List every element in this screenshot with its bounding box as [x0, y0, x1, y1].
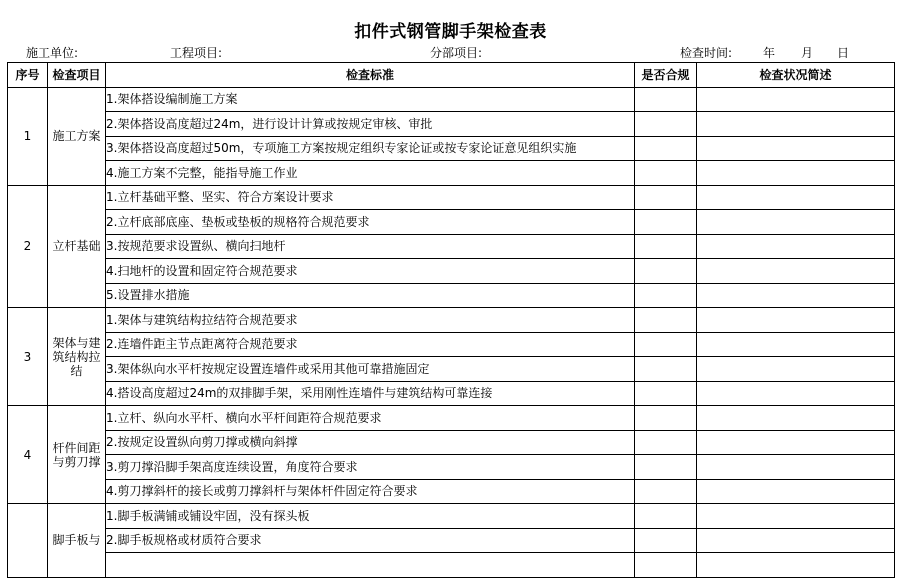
- header-status: 检查状况简述: [697, 63, 895, 88]
- day-label: 日: [837, 46, 850, 60]
- standard-cell: 2.立杆底部底座、垫板或垫板的规格符合规范要求: [106, 210, 635, 235]
- status-cell[interactable]: [697, 479, 895, 504]
- status-cell[interactable]: [697, 455, 895, 480]
- check-item: 立杆基础: [48, 185, 106, 308]
- header-item: 检查项目: [48, 63, 106, 88]
- status-cell[interactable]: [697, 430, 895, 455]
- table-row: [8, 528, 895, 553]
- header-standard: 检查标准: [106, 63, 635, 88]
- table-row: [8, 283, 895, 308]
- compliance-cell[interactable]: [635, 332, 697, 357]
- status-cell[interactable]: [697, 283, 895, 308]
- inspection-table: [7, 62, 895, 578]
- check-item: 杆件间距与剪刀撑: [48, 406, 106, 504]
- compliance-cell[interactable]: [635, 283, 697, 308]
- standard-cell: 2.架体搭设高度超过24m，进行设计计算或按规定审核、审批: [106, 112, 635, 137]
- standard-cell: 1.架体与建筑结构拉结符合规范要求: [106, 308, 635, 333]
- table-row: [8, 136, 895, 161]
- year-label: 年: [763, 46, 776, 60]
- construction-unit-label: 施工单位:: [26, 46, 79, 60]
- standard-cell: 5.设置排水措施: [106, 283, 635, 308]
- check-item: 架体与建筑结构拉结: [48, 308, 106, 406]
- compliance-cell[interactable]: [635, 430, 697, 455]
- table-body: [8, 87, 895, 577]
- table-row: [8, 455, 895, 480]
- compliance-cell[interactable]: [635, 357, 697, 382]
- table-row: [8, 406, 895, 431]
- standard-cell: 3.按规范要求设置纵、横向扫地杆: [106, 234, 635, 259]
- table-row: [8, 308, 895, 333]
- standard-cell: 3.架体搭设高度超过50m，专项施工方案按规定组织专家论证或按专家论证意见组织实施: [106, 136, 635, 161]
- status-cell[interactable]: [697, 553, 895, 578]
- check-date-label: 检查时间:: [680, 46, 733, 60]
- table-row: [8, 332, 895, 357]
- compliance-cell[interactable]: [635, 553, 697, 578]
- table-row: [8, 259, 895, 284]
- table-row: [8, 430, 895, 455]
- row-number: 3: [8, 308, 48, 406]
- row-number: 1: [8, 87, 48, 185]
- check-item: 施工方案: [48, 87, 106, 185]
- standard-cell: 4.搭设高度超过24m的双排脚手架，采用刚性连墙件与建筑结构可靠连接: [106, 381, 635, 406]
- header-compliance: 是否合规: [635, 63, 697, 88]
- status-cell[interactable]: [697, 406, 895, 431]
- status-cell[interactable]: [697, 112, 895, 137]
- table-row: [8, 161, 895, 186]
- standard-cell: 3.架体纵向水平杆按规定设置连墙件或采用其他可靠措施固定: [106, 357, 635, 382]
- standard-cell: 1.立杆基础平整、坚实、符合方案设计要求: [106, 185, 635, 210]
- table-row: [8, 210, 895, 235]
- compliance-cell[interactable]: [635, 455, 697, 480]
- table-row: [8, 357, 895, 382]
- table-row: [8, 381, 895, 406]
- standard-cell: 1.架体搭设编制施工方案: [106, 87, 635, 112]
- standard-cell: 4.扫地杆的设置和固定符合规范要求: [106, 259, 635, 284]
- table-row: [8, 553, 895, 578]
- row-number: 4: [8, 406, 48, 504]
- status-cell[interactable]: [697, 161, 895, 186]
- page-title: 扣件式钢管脚手架检查表: [354, 22, 547, 42]
- status-cell[interactable]: [697, 259, 895, 284]
- status-cell[interactable]: [697, 185, 895, 210]
- table-header-row: [8, 63, 895, 88]
- table-row: [8, 504, 895, 529]
- standard-cell: 4.施工方案不完整，能指导施工作业: [106, 161, 635, 186]
- compliance-cell[interactable]: [635, 308, 697, 333]
- compliance-cell[interactable]: [635, 381, 697, 406]
- table-row: [8, 185, 895, 210]
- standard-cell: 1.脚手板满铺或铺设牢固，没有探头板: [106, 504, 635, 529]
- subproject-label: 分部项目:: [430, 46, 483, 60]
- status-cell[interactable]: [697, 332, 895, 357]
- status-cell[interactable]: [697, 210, 895, 235]
- status-cell[interactable]: [697, 234, 895, 259]
- table-row: [8, 479, 895, 504]
- month-label: 月: [801, 46, 814, 60]
- status-cell[interactable]: [697, 136, 895, 161]
- compliance-cell[interactable]: [635, 210, 697, 235]
- status-cell[interactable]: [697, 357, 895, 382]
- standard-cell: 2.连墙件距主节点距离符合规范要求: [106, 332, 635, 357]
- standard-cell: 2.按规定设置纵向剪刀撑或横向斜撑: [106, 430, 635, 455]
- standard-cell: 1.立杆、纵向水平杆、横向水平杆间距符合规范要求: [106, 406, 635, 431]
- table-row: [8, 112, 895, 137]
- row-number: 2: [8, 185, 48, 308]
- table-row: [8, 87, 895, 112]
- status-cell[interactable]: [697, 381, 895, 406]
- compliance-cell[interactable]: [635, 504, 697, 529]
- compliance-cell[interactable]: [635, 112, 697, 137]
- standard-cell: 2.脚手板规格或材质符合要求: [106, 528, 635, 553]
- status-cell[interactable]: [697, 308, 895, 333]
- compliance-cell[interactable]: [635, 234, 697, 259]
- check-item: 脚手板与: [48, 504, 106, 578]
- standard-cell: 4.剪刀撑斜杆的接长或剪刀撑斜杆与架体杆件固定符合要求: [106, 479, 635, 504]
- header-no: 序号: [8, 63, 48, 88]
- standard-cell: [106, 553, 635, 578]
- project-label: 工程项目:: [170, 46, 223, 60]
- compliance-cell[interactable]: [635, 87, 697, 112]
- status-cell[interactable]: [697, 87, 895, 112]
- standard-cell: 3.剪刀撑沿脚手架高度连续设置，角度符合要求: [106, 455, 635, 480]
- compliance-cell[interactable]: [635, 161, 697, 186]
- status-cell[interactable]: [697, 504, 895, 529]
- compliance-cell[interactable]: [635, 406, 697, 431]
- compliance-cell[interactable]: [635, 528, 697, 553]
- compliance-cell[interactable]: [635, 479, 697, 504]
- row-number: [8, 504, 48, 578]
- table-row: [8, 234, 895, 259]
- status-cell[interactable]: [697, 528, 895, 553]
- compliance-cell[interactable]: [635, 259, 697, 284]
- compliance-cell[interactable]: [635, 136, 697, 161]
- compliance-cell[interactable]: [635, 185, 697, 210]
